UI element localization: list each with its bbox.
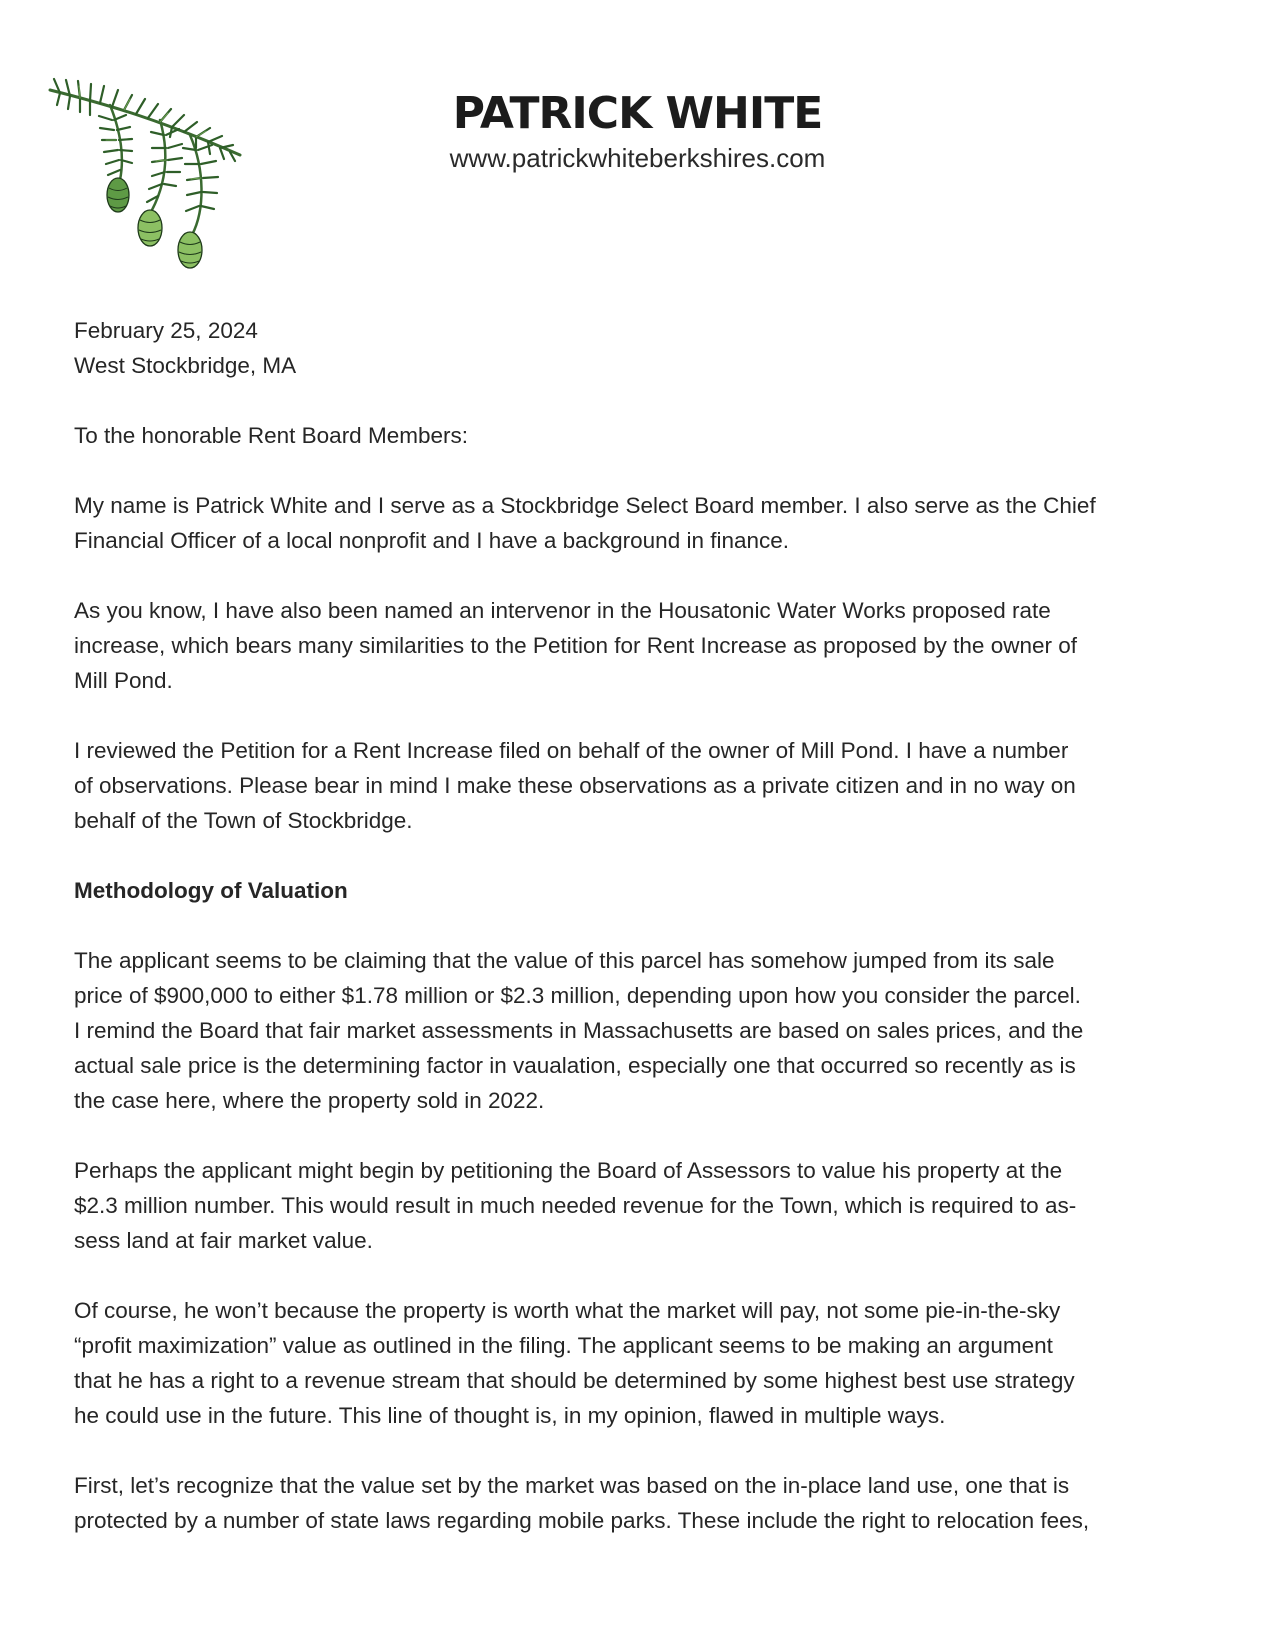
website-link[interactable]: www.patrickwhiteberkshires.com	[449, 143, 826, 173]
paragraph: The applicant seems to be claiming that the value of this parcel has somehow jumped from its sale price of $900,000 to either $1.78 million or $2.3 million, depending upon how you consider the parcel. I remind the Board that fair market assessments in Massachusetts are based on sales prices, and the actual sale price is the determining factor in vaualation, especially one that occurred so recently as is the case here, where the property sold in 2022.	[74, 948, 1084, 1113]
letterhead	[0, 88, 1265, 174]
letter-salutation: To the honorable Rent Board Members:	[74, 423, 468, 448]
section-heading: Methodology of Valuation	[74, 878, 348, 903]
letter-date: February 25, 2024	[74, 318, 258, 343]
letter-location: West Stockbridge, MA	[74, 353, 297, 378]
paragraph: Of course, he won’t because the property is worth what the market will pay, not some pie-in-the-sky “profit maximization” value as outlined in the filing. The applicant seems to be making an argument that he has a right to a revenue stream that should be determined by some highest best use strategy he could use in the future. This line of thought is, in my opinion, flawed in multiple ways.	[74, 1298, 1075, 1428]
paragraph: First, let’s recognize that the value set by the market was based on the in-place land use, one that is protected by a number of state laws regarding mobile parks. These include the right to relocation fees,	[74, 1473, 1090, 1533]
author-name: PATRICK WHITE	[452, 88, 823, 139]
paragraph: I reviewed the Petition for a Rent Increase filed on behalf of the owner of Mill Pond. I have a number of observations. Please bear in mind I make these observations as a private citizen and in no way on behalf of the Town of Stockbridge.	[74, 738, 1076, 833]
paragraph: As you know, I have also been named an intervenor in the Housatonic Water Works proposed rate increase, which bears many similarities to the Petition for Rent Increase as proposed by the owner of Mill Pond.	[74, 598, 1077, 693]
paragraph: My name is Patrick White and I serve as a Stockbridge Select Board member. I also serve as the Chief Financial Officer of a local nonprofit and I have a background in finance.	[74, 493, 1096, 553]
paragraph: Perhaps the applicant might begin by petitioning the Board of Assessors to value his property at the $2.3 million number. This would result in much needed revenue for the Town, which is required to as- sess land at fair market value.	[74, 1158, 1077, 1253]
letter-body	[74, 313, 1194, 1573]
